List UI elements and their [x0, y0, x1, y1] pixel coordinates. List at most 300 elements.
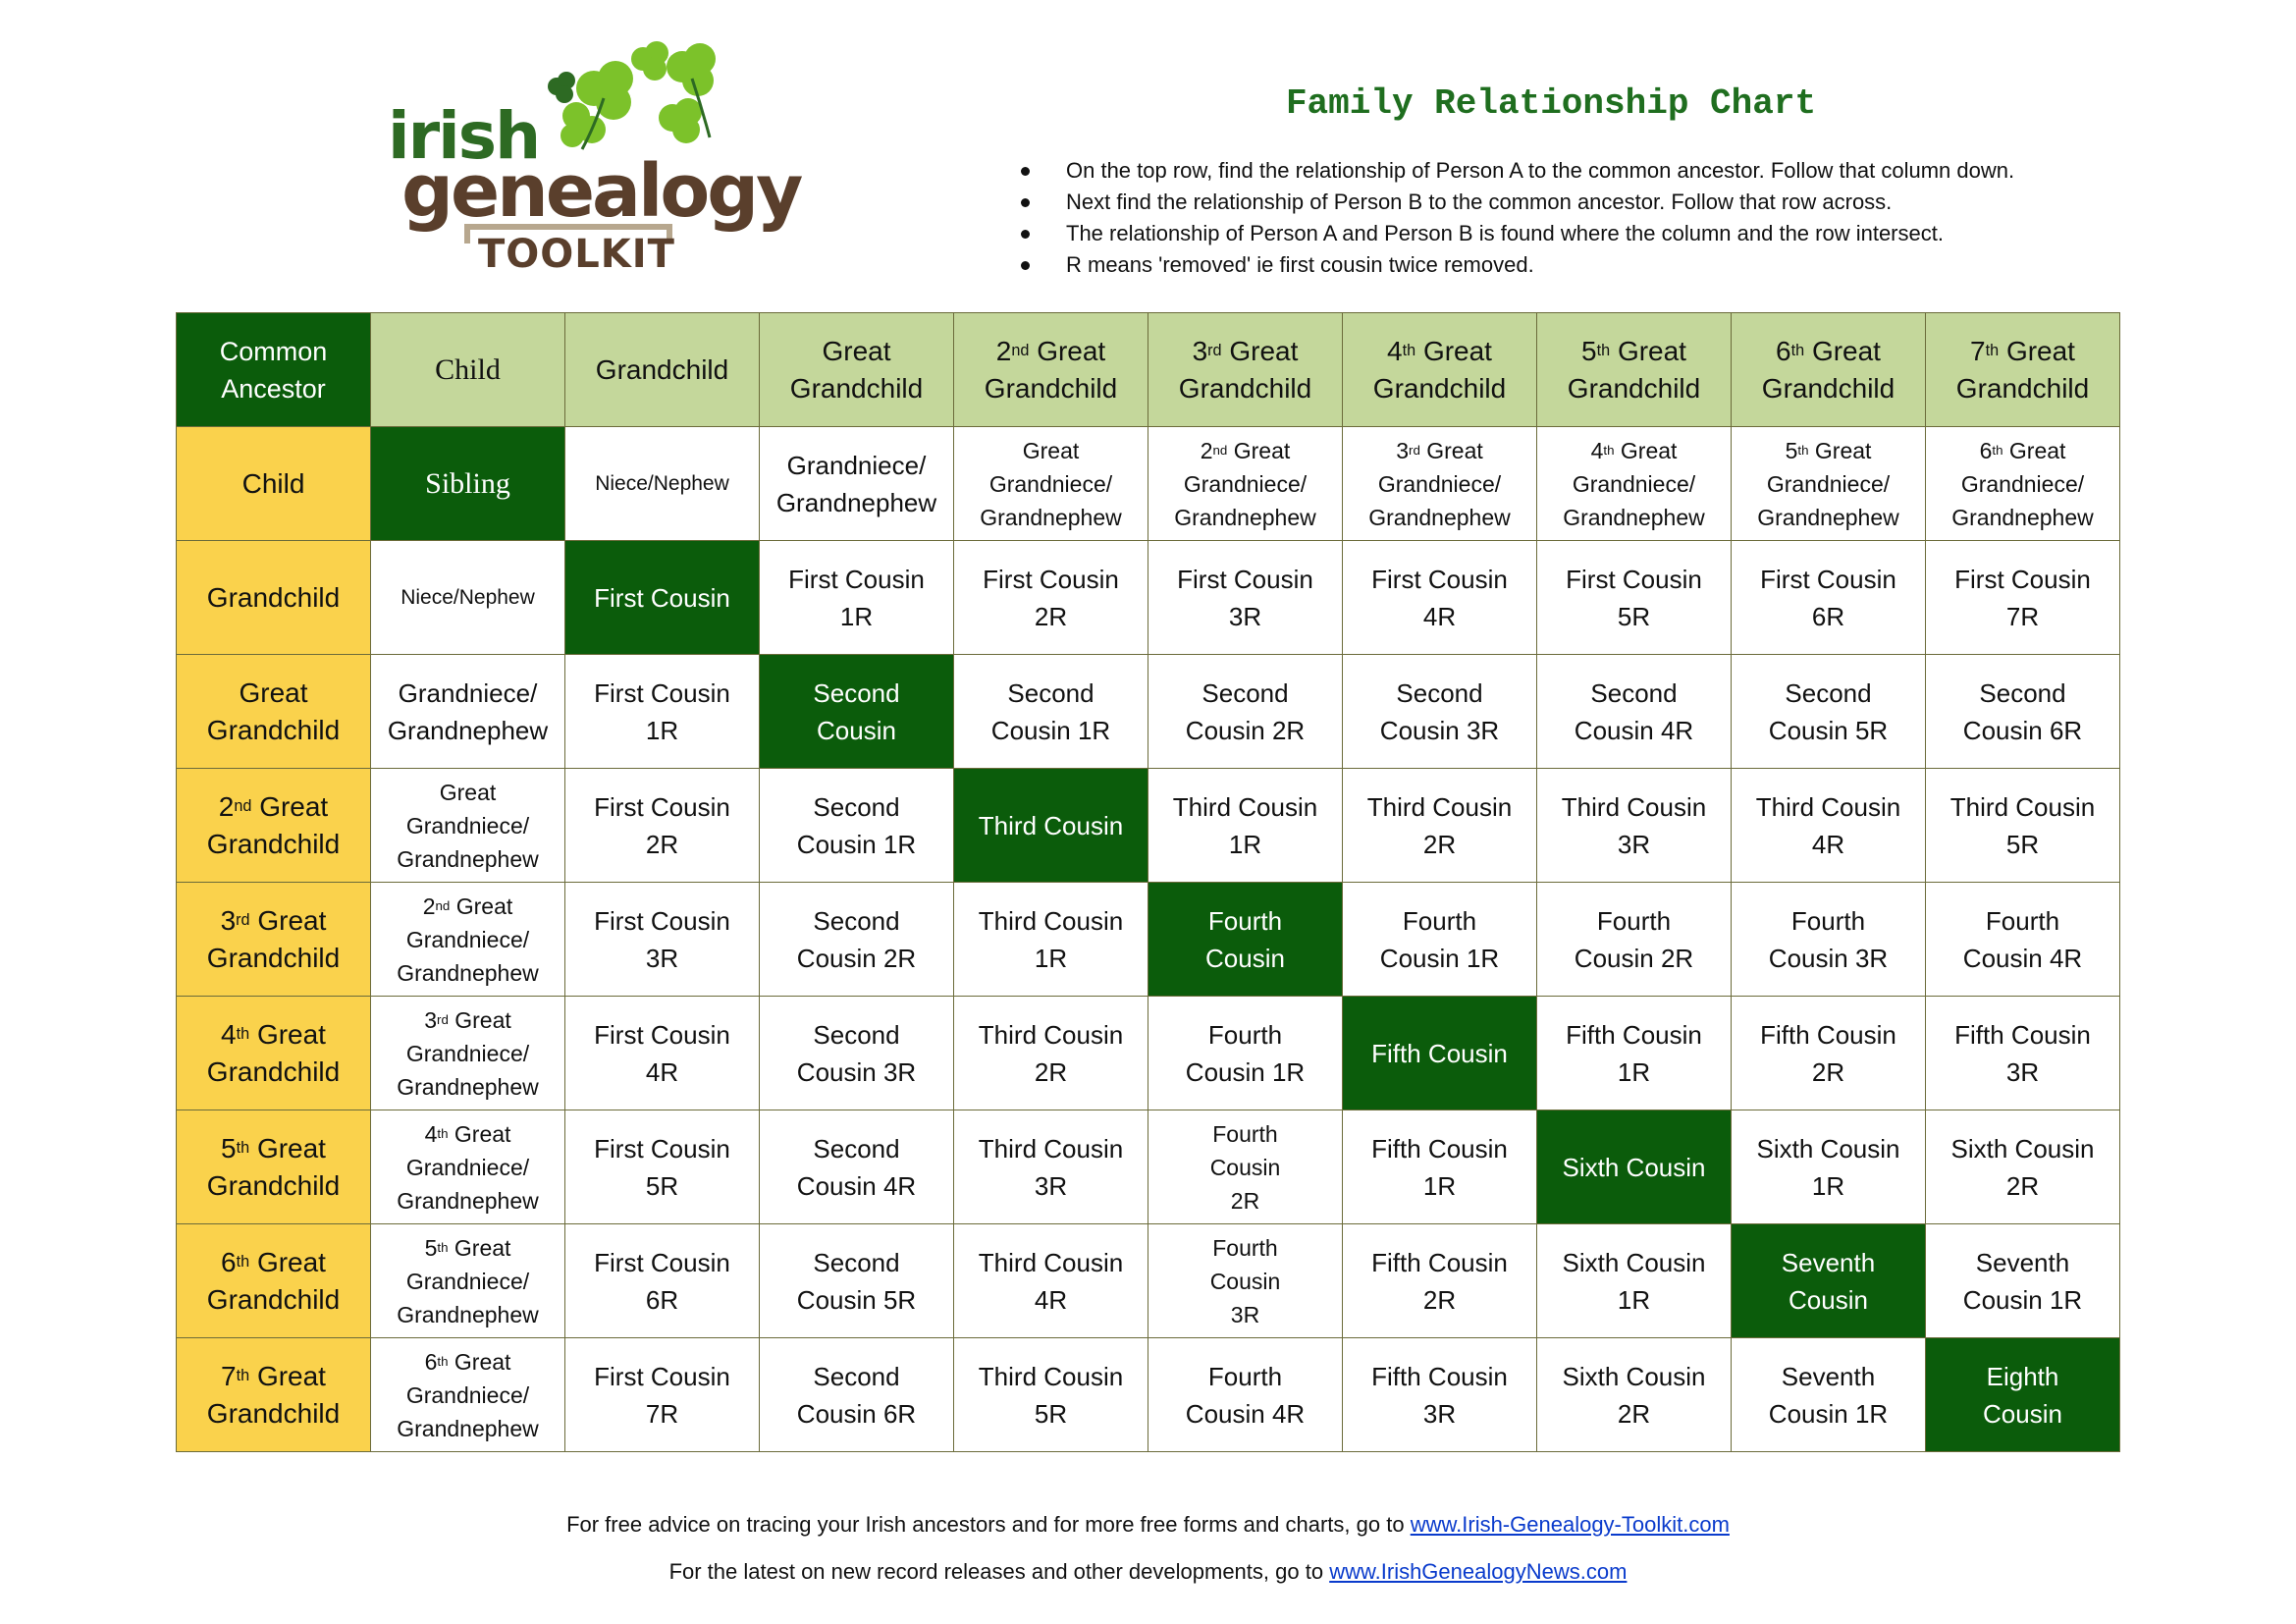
- cell-text: 3R: [1034, 1170, 1068, 1201]
- relationship-cell: [1537, 997, 1732, 1110]
- cell-line: [181, 1016, 366, 1054]
- instruction-text: Next find the relationship of Person B to the common ancestor. Follow that row across.: [1066, 189, 1893, 214]
- diagonal-cell: [371, 427, 565, 541]
- relationship-cell: [1732, 1338, 1926, 1452]
- ordinal-suffix: th: [437, 1354, 449, 1370]
- ordinal-suffix: nd: [1212, 443, 1228, 459]
- cell-text: Cousin 5R: [1768, 715, 1889, 745]
- cell-text: Cousin: [1205, 943, 1285, 973]
- cell-line: [181, 1281, 366, 1319]
- cell-line: [958, 902, 1144, 940]
- ordinal-suffix: rd: [1207, 342, 1222, 360]
- cell-line: [958, 1395, 1144, 1433]
- cell-text: Third Cousin: [978, 810, 1124, 840]
- cell-text: Second: [1201, 677, 1289, 708]
- relationship-cell: [954, 1110, 1148, 1224]
- ordinal-number: 2: [1200, 437, 1213, 463]
- cell-line: [1735, 1395, 1921, 1433]
- cell-text: Great: [439, 779, 497, 805]
- cell-text: Grandchild: [1567, 372, 1701, 404]
- ordinal-number: 5: [424, 1234, 438, 1261]
- relationship-cell: [1732, 1110, 1926, 1224]
- cell-text: Great: [1426, 437, 1483, 463]
- cell-line: [958, 1167, 1144, 1205]
- relationship-cell: [1148, 655, 1343, 769]
- ordinal-number: 3: [1396, 437, 1409, 463]
- cell-line: [1930, 1016, 2115, 1054]
- relationship-cell: [565, 1224, 760, 1338]
- cell-line: [1735, 370, 1921, 407]
- cell-text: Cousin: [1209, 1154, 1281, 1180]
- cell-line: [1930, 1054, 2115, 1091]
- ordinal-suffix: rd: [437, 1012, 449, 1028]
- cell-text: Cousin 1R: [1185, 1056, 1306, 1087]
- cell-text: 5R: [1034, 1398, 1068, 1429]
- column-header: [1537, 313, 1732, 427]
- cell-text: Cousin 1R: [1768, 1398, 1889, 1429]
- relationship-cell: [760, 769, 954, 883]
- ordinal-number: 4: [1590, 437, 1604, 463]
- cell-text: 5R: [2005, 829, 2040, 859]
- table-row: [177, 541, 2120, 655]
- relationship-cell: [371, 1110, 565, 1224]
- cell-text: First Cousin: [594, 1361, 730, 1391]
- cell-line: [1347, 1395, 1532, 1433]
- relationship-cell: [1926, 427, 2120, 541]
- cell-line: [764, 1167, 949, 1205]
- cell-line: [958, 434, 1144, 467]
- cell-text: Second: [813, 905, 900, 936]
- cell-text: First Cousin: [594, 582, 730, 613]
- cell-text: Great: [454, 1234, 511, 1261]
- cell-text: 1R: [1228, 829, 1262, 859]
- row-header: [177, 1224, 371, 1338]
- cell-text: Grandniece/: [405, 926, 530, 952]
- cell-text: Second: [1396, 677, 1483, 708]
- relationship-cell: [1343, 1338, 1537, 1452]
- cell-line: [569, 788, 755, 826]
- relationship-cell: [1343, 541, 1537, 655]
- relationship-cell: [1343, 1224, 1537, 1338]
- cell-line: [1735, 501, 1921, 534]
- cell-text: Seventh: [1975, 1247, 2070, 1277]
- cell-line: [1347, 826, 1532, 863]
- toolkit-link[interactable]: www.Irish-Genealogy-Toolkit.com: [1410, 1512, 1730, 1537]
- cell-line: [958, 501, 1144, 534]
- cell-text: Great: [256, 1018, 326, 1050]
- cell-line: [958, 561, 1144, 598]
- cell-line: [569, 1130, 755, 1167]
- cell-text: 6R: [645, 1284, 679, 1315]
- cell-text: Great: [454, 1348, 511, 1375]
- cell-line: [181, 788, 366, 826]
- cell-text: Cousin: [1209, 1268, 1281, 1294]
- relationship-cell: [1148, 541, 1343, 655]
- cell-text: Great: [2005, 335, 2075, 366]
- cell-line: [375, 675, 561, 712]
- cell-line: [764, 1244, 949, 1281]
- relationship-cell: [1537, 883, 1732, 997]
- relationship-cell: [760, 997, 954, 1110]
- cell-line: [764, 788, 949, 826]
- relationship-cell: [954, 1338, 1148, 1452]
- cell-text: Great: [1811, 335, 1881, 366]
- cell-text: 6R: [1811, 601, 1845, 631]
- cell-text: Third Cousin: [1949, 791, 2096, 822]
- cell-text: Child: [241, 467, 305, 499]
- cell-line: [1541, 501, 1727, 534]
- cell-text: Great: [1617, 335, 1686, 366]
- cell-text: 1R: [839, 601, 874, 631]
- table-row: [177, 883, 2120, 997]
- cell-line: [764, 902, 949, 940]
- cell-text: Second: [813, 677, 900, 708]
- cell-line: [1347, 434, 1532, 467]
- cell-line: [1735, 1167, 1921, 1205]
- cell-line: [1152, 1395, 1338, 1433]
- cell-line: [958, 675, 1144, 712]
- bullet-icon: [1021, 261, 1030, 270]
- cell-line: [375, 1151, 561, 1184]
- cell-line: [1152, 826, 1338, 863]
- cell-text: Second: [813, 1133, 900, 1164]
- relationship-cell: [1537, 427, 1732, 541]
- cell-text: Cousin 3R: [1768, 943, 1889, 973]
- cell-line: [764, 712, 949, 749]
- cell-text: 4R: [1422, 601, 1457, 631]
- cell-line: [1541, 675, 1727, 712]
- cell-text: 1R: [1422, 1170, 1457, 1201]
- cell-line: [1930, 902, 2115, 940]
- cell-text: Cousin 6R: [796, 1398, 917, 1429]
- cell-text: Second: [1979, 677, 2066, 708]
- column-header: [565, 313, 760, 427]
- relationship-cell: [1732, 883, 1926, 997]
- relationship-cell: [954, 1224, 1148, 1338]
- logo-word-genealogy: genealogy: [401, 149, 801, 234]
- cell-text: Sixth Cousin: [1562, 1247, 1706, 1277]
- cell-text: Grandniece/: [405, 1154, 530, 1180]
- cell-text: Cousin 4R: [796, 1170, 917, 1201]
- relationship-cell: [954, 883, 1148, 997]
- cell-line: [1541, 1395, 1727, 1433]
- cell-line: [1541, 434, 1727, 467]
- ordinal-suffix: th: [1402, 342, 1416, 360]
- relationship-cell: [1148, 1224, 1343, 1338]
- cell-text: Third Cousin: [978, 1361, 1124, 1391]
- cell-line: [1735, 826, 1921, 863]
- cell-line: [375, 1117, 561, 1151]
- relationship-cell: [1926, 1224, 2120, 1338]
- cell-line: [764, 333, 949, 370]
- cell-line: [569, 1016, 755, 1054]
- relationship-cell: [1732, 769, 1926, 883]
- relationship-cell: [1732, 997, 1926, 1110]
- cell-line: [764, 1358, 949, 1395]
- cell-text: 5R: [645, 1170, 679, 1201]
- cell-text: Cousin 2R: [796, 943, 917, 973]
- cell-line: [1347, 333, 1532, 370]
- cell-text: Cousin 4R: [1185, 1398, 1306, 1429]
- cell-text: Great: [256, 1132, 326, 1164]
- cell-text: Third Cousin: [1561, 791, 1707, 822]
- cell-text: 1R: [1617, 1284, 1651, 1315]
- relationship-cell: [371, 541, 565, 655]
- cell-line: [1930, 788, 2115, 826]
- relationship-cell: [565, 1338, 760, 1452]
- header-row: [177, 313, 2120, 427]
- diagonal-cell: [1926, 1338, 2120, 1452]
- cell-line: [1735, 1054, 1921, 1091]
- cell-text: First Cousin: [1371, 564, 1508, 594]
- cell-text: Fourth: [1596, 905, 1672, 936]
- cell-line: [375, 776, 561, 809]
- logo: [388, 39, 801, 285]
- cell-text: Grandchild: [206, 714, 341, 745]
- table-row: [177, 769, 2120, 883]
- relationship-cell: [1148, 769, 1343, 883]
- cell-line: [375, 1412, 561, 1445]
- cell-text: Grandnephew: [397, 1187, 539, 1214]
- cell-text: Seventh: [1781, 1247, 1876, 1277]
- ordinal-suffix: th: [236, 1367, 250, 1385]
- cell-text: Cousin 4R: [1574, 715, 1694, 745]
- cell-text: Grandchild: [984, 372, 1118, 404]
- ordinal-suffix: th: [1603, 443, 1615, 459]
- cell-text: Cousin 6R: [1962, 715, 2083, 745]
- cell-line: [1930, 434, 2115, 467]
- cell-text: Grandchild: [1955, 372, 2090, 404]
- ordinal-number: 6: [221, 1246, 237, 1277]
- cell-line: [764, 1054, 949, 1091]
- ordinal-number: 3: [220, 904, 237, 936]
- cell-line: [1930, 675, 2115, 712]
- ordinal-suffix: nd: [435, 898, 451, 914]
- cell-line: [1735, 675, 1921, 712]
- cell-line: [375, 1345, 561, 1379]
- cell-line: [1735, 1281, 1921, 1319]
- logo-word-toolkit: TOOLKIT: [478, 232, 675, 277]
- cell-text: Grandchild: [206, 1056, 341, 1087]
- cell-line: [1152, 1151, 1338, 1184]
- cell-text: Third Cousin: [978, 1019, 1124, 1050]
- cell-line: [1735, 598, 1921, 635]
- corner-text: Ancestor: [221, 373, 326, 404]
- common-ancestor-cell: [177, 313, 371, 427]
- cell-line: [1930, 940, 2115, 977]
- cell-line: [375, 1265, 561, 1298]
- ordinal-number: 4: [1387, 335, 1403, 366]
- ordinal-number: 5: [1785, 437, 1798, 463]
- relationship-cell: [1926, 541, 2120, 655]
- cell-text: Grandniece/: [988, 470, 1113, 497]
- cell-text: Grandnephew: [1368, 504, 1511, 530]
- relationship-cell: [760, 883, 954, 997]
- cell-line: [958, 333, 1144, 370]
- cell-line: [569, 712, 755, 749]
- cell-text: 2R: [1034, 601, 1068, 631]
- column-header: [760, 313, 954, 427]
- cell-line: [1930, 1358, 2115, 1395]
- cell-line: [1152, 1298, 1338, 1331]
- cell-line: [1735, 902, 1921, 940]
- cell-line: [958, 1281, 1144, 1319]
- cell-text: 2R: [1230, 1187, 1260, 1214]
- relationship-cell: [1732, 427, 1926, 541]
- cell-text: Grandniece/: [405, 812, 530, 839]
- news-link[interactable]: www.IrishGenealogyNews.com: [1329, 1559, 1628, 1584]
- cell-line: [375, 1070, 561, 1104]
- cell-line: [569, 579, 755, 617]
- cell-line: [1930, 333, 2115, 370]
- relationship-cell: [1148, 1110, 1343, 1224]
- shamrock-icon: [535, 39, 751, 157]
- relationship-cell: [565, 1110, 760, 1224]
- cell-text: Sixth Cousin: [1950, 1133, 2095, 1164]
- cell-text: 1R: [1811, 1170, 1845, 1201]
- cell-line: [181, 1358, 366, 1395]
- footer-line-1: [0, 1512, 2296, 1538]
- column-header: [1343, 313, 1537, 427]
- relationship-cell: [1537, 1338, 1732, 1452]
- cell-line: [1930, 1395, 2115, 1433]
- ordinal-number: 6: [424, 1348, 438, 1375]
- cell-line: [1541, 826, 1727, 863]
- cell-text: Cousin 4R: [1962, 943, 2083, 973]
- cell-text: Great: [454, 1120, 511, 1147]
- table-row: [177, 427, 2120, 541]
- cell-text: Grandchild: [1372, 372, 1507, 404]
- cell-text: Fourth: [1790, 905, 1866, 936]
- cell-text: 2R: [1034, 1056, 1068, 1087]
- cell-line: [1541, 902, 1727, 940]
- cell-line: [958, 1244, 1144, 1281]
- cell-line: [569, 1281, 755, 1319]
- relationship-cell: [760, 427, 954, 541]
- cell-line: [764, 1016, 949, 1054]
- cell-text: 2R: [1811, 1056, 1845, 1087]
- cell-text: Third Cousin: [1755, 791, 1901, 822]
- footer-line-2: [0, 1559, 2296, 1585]
- cell-line: [1347, 1244, 1532, 1281]
- relationship-cell: [1926, 769, 2120, 883]
- cell-text: 1R: [1617, 1056, 1651, 1087]
- cell-text: 4R: [1034, 1284, 1068, 1315]
- cell-line: [1541, 1016, 1727, 1054]
- relationship-cell: [760, 1338, 954, 1452]
- cell-text: 2R: [645, 829, 679, 859]
- cell-text: Great: [1037, 335, 1106, 366]
- footer-text-2: For the latest on new record releases and other developments, go to: [668, 1559, 1330, 1584]
- cell-text: Cousin: [817, 715, 896, 745]
- cell-line: [1735, 712, 1921, 749]
- cell-text: 3R: [1422, 1398, 1457, 1429]
- cell-text: Sixth Cousin: [1562, 1361, 1706, 1391]
- cell-line: [1347, 712, 1532, 749]
- cell-text: Grandniece/: [1766, 470, 1891, 497]
- relationship-cell: [565, 427, 760, 541]
- relationship-cell: [1537, 1224, 1732, 1338]
- cell-text: Great: [1233, 437, 1291, 463]
- cell-text: 4R: [645, 1056, 679, 1087]
- diagonal-cell: [1343, 997, 1537, 1110]
- cell-text: Grandchild: [1178, 372, 1312, 404]
- cell-line: [1347, 598, 1532, 635]
- cell-text: Great: [1422, 335, 1492, 366]
- relationship-cell: [760, 1110, 954, 1224]
- cell-text: Cousin 2R: [1574, 943, 1694, 973]
- cell-text: Fourth: [1207, 905, 1283, 936]
- cell-text: Grandnephew: [387, 715, 549, 745]
- row-header: [177, 1110, 371, 1224]
- cell-line: [375, 1231, 561, 1265]
- relationship-cell: [1926, 997, 2120, 1110]
- row-header: [177, 541, 371, 655]
- cell-text: Cousin: [1789, 1284, 1868, 1315]
- relationship-table: [176, 312, 2120, 1452]
- ordinal-suffix: th: [236, 1025, 250, 1044]
- cell-line: [375, 809, 561, 842]
- cell-text: Cousin 1R: [990, 715, 1111, 745]
- ordinal-number: 3: [1192, 335, 1208, 366]
- cell-text: Fourth: [1207, 1361, 1283, 1391]
- cell-line: [1541, 712, 1727, 749]
- cell-line: [1152, 1117, 1338, 1151]
- cell-text: Second: [1007, 677, 1095, 708]
- instruction-item: [1021, 155, 2014, 187]
- cell-text: 3R: [1228, 601, 1262, 631]
- cell-line: [1735, 1016, 1921, 1054]
- relationship-cell: [954, 541, 1148, 655]
- row-header: [177, 883, 371, 997]
- footer-text-1: For free advice on tracing your Irish ancestors and for more free forms and charts, go to: [566, 1512, 1411, 1537]
- relationship-cell: [1732, 541, 1926, 655]
- cell-line: [1152, 1231, 1338, 1265]
- cell-text: 4R: [1811, 829, 1845, 859]
- ordinal-number: 3: [424, 1006, 437, 1033]
- cell-line: [375, 352, 561, 389]
- cell-line: [1347, 1035, 1532, 1072]
- cell-text: Fifth Cousin: [1371, 1133, 1508, 1164]
- table-row: [177, 1110, 2120, 1224]
- cell-text: Grandchild: [206, 942, 341, 973]
- cell-text: Seventh: [1781, 1361, 1876, 1391]
- cell-text: Grandchild: [206, 1397, 341, 1429]
- cell-line: [1735, 1358, 1921, 1395]
- cell-text: Grandchild: [206, 828, 341, 859]
- cell-text: Third Cousin: [978, 1247, 1124, 1277]
- cell-text: First Cousin: [594, 791, 730, 822]
- cell-text: Grandnephew: [397, 1301, 539, 1327]
- cell-text: 2R: [1422, 829, 1457, 859]
- cell-text: Second: [813, 1247, 900, 1277]
- cell-text: Niece/Nephew: [595, 471, 729, 495]
- cell-line: [375, 1184, 561, 1218]
- cell-line: [1347, 788, 1532, 826]
- table-row: [177, 655, 2120, 769]
- table-row: [177, 997, 2120, 1110]
- relationship-cell: [1343, 427, 1537, 541]
- cell-line: [1930, 1244, 2115, 1281]
- column-header: [1148, 313, 1343, 427]
- cell-line: [569, 675, 755, 712]
- cell-text: Second: [1590, 677, 1678, 708]
- ordinal-number: 7: [1970, 335, 1986, 366]
- table-row: [177, 1338, 2120, 1452]
- cell-line: [1541, 1244, 1727, 1281]
- cell-line: [375, 1003, 561, 1037]
- ordinal-number: 5: [221, 1132, 237, 1164]
